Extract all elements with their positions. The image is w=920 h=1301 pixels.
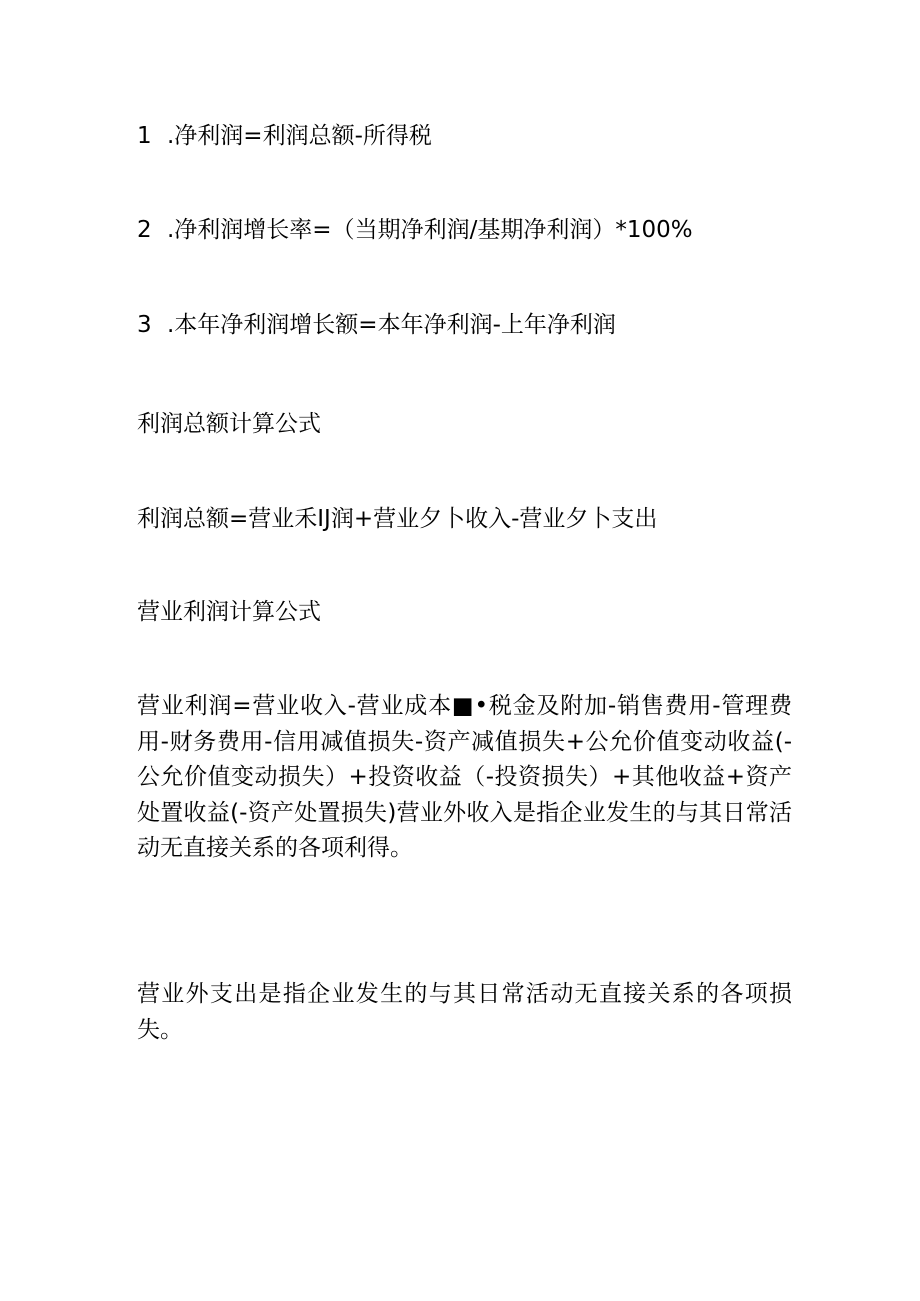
paragraph-nonoperating-expense: 营业外支出是指企业发生的与其日常活动无直接关系的各项损失。: [137, 981, 792, 1043]
item-number: 1: [137, 123, 152, 149]
item-text: .本年净利润增长额=本年净利润-上年净利润: [167, 312, 616, 338]
formula-item-1: [137, 120, 797, 152]
formula-item-3: [137, 309, 797, 341]
item-text: .净利润增长率=（当期净利润/基期净利润）*100%: [167, 217, 693, 243]
formula-total-profit: 利润总额=营业禾IJ润+营业夕卜收入-营业夕卜支出: [137, 506, 658, 532]
heading-total-profit: 利润总额计算公式: [137, 411, 321, 437]
heading-operating-profit: 营业利润计算公式: [137, 599, 321, 625]
formula-item-2: [137, 214, 797, 246]
formula-operating-profit: 营业利润=营业收入-营业成本■•税金及附加-销售费用-管理费用-财务费用-信用减值损失-资产减值损失+公允价值变动收益(-公允价值变动损失）+投资收益（-投资损失）+其他收益+资产处置收益(-资产处置损失)营业外收入是指企业发生的与其日常活动无直接关系的各项利得。: [137, 693, 792, 861]
item-number: 3: [137, 312, 152, 338]
item-number: 2: [137, 217, 152, 243]
item-text: .净利润=利润总额-所得税: [167, 123, 432, 149]
